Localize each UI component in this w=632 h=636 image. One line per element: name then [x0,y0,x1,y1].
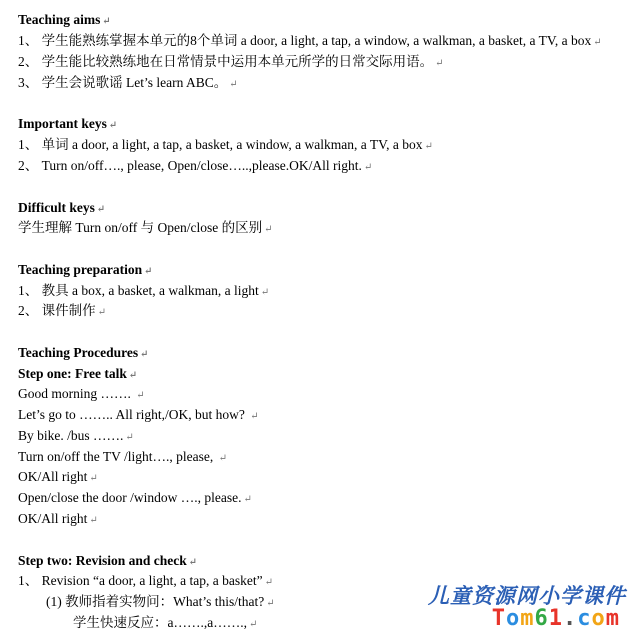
return-mark-icon: ↵ [218,453,228,464]
important-key-item-2: 2、 Turn on/off…., please, Open/close…..,please.OK/All right. ↵ [18,158,373,173]
return-mark-icon: ↵ [243,494,252,505]
dialogue-line: Let’s go to …….. All right,/OK, but how? ↵ [18,407,259,422]
important-key-item-1: 1、 单词 a door, a light, a tap, a basket, a window, a walkman, a TV, a box ↵ [18,137,433,152]
return-mark-icon: ↵ [128,370,138,381]
return-mark-icon: ↵ [363,162,373,173]
watermark-char: m [520,606,535,631]
heading-teaching-procedures: Teaching Procedures ↵ [18,345,149,360]
return-mark-icon: ↵ [229,79,238,90]
return-mark-icon: ↵ [264,224,273,235]
heading-teaching-preparation: Teaching preparation ↵ [18,262,153,277]
return-mark-icon: ↵ [89,515,98,526]
return-mark-icon: ↵ [248,619,258,630]
heading-important-keys: Important keys ↵ [18,116,118,131]
return-mark-icon: ↵ [435,58,444,69]
return-mark-icon: ↵ [136,390,145,401]
aim-item-3: 3、 学生会说歌谣 Let’s learn ABC。 ↵ [18,75,238,90]
dialogue-line: OK/All right ↵ [18,469,98,484]
difficult-key-item: 学生理解 Turn on/off 与 Open/close 的区别 ↵ [18,220,273,235]
return-mark-icon: ↵ [264,577,274,588]
aim-item-1: 1、 学生能熟练掌握本单元的8个单词 a door, a light, a tap, a window, a walkman, a basket, a TV, a box ↵ [18,33,602,48]
aim-item-2: 2、 学生能比较熟练地在日常情景中运用本单元所学的日常交际用语。 ↵ [18,54,444,69]
return-mark-icon: ↵ [424,141,433,152]
preparation-item-2: 2、 课件制作 ↵ [18,303,107,318]
watermark-title: 儿童资源网小学课件 [428,584,626,608]
return-mark-icon: ↵ [188,557,198,568]
return-mark-icon: ↵ [266,598,275,609]
heading-teaching-aims: Teaching aims ↵ [18,12,111,27]
return-mark-icon: ↵ [260,287,270,298]
revision-item-1: 1、 Revision “a door, a light, a tap, a basket” ↵ [18,573,274,588]
heading-step-one: Step one: Free talk ↵ [18,366,138,381]
watermark-char: m [605,606,620,631]
return-mark-icon: ↵ [140,349,149,360]
watermark-domain [492,606,620,631]
return-mark-icon: ↵ [102,16,111,27]
watermark-char: c [577,606,592,631]
dialogue-line: By bike. /bus ……. ↵ [18,428,134,443]
return-mark-icon: ↵ [108,120,118,131]
return-mark-icon: ↵ [144,266,153,277]
dialogue-line: OK/All right ↵ [18,511,98,526]
revision-subitem: (1) 教师指着实物问：What’s this/that? ↵ [46,594,275,609]
return-mark-icon: ↵ [89,473,98,484]
dialogue-line: Open/close the door /window …., please. ↵ [18,490,252,505]
watermark-char: . [563,606,578,631]
heading-step-two: Step two: Revision and check ↵ [18,553,198,568]
return-mark-icon: ↵ [96,204,106,215]
dialogue-line: Turn on/off the TV /light…., please, ↵ [18,449,228,464]
preparation-item-1: 1、 教具 a box, a basket, a walkman, a light ↵ [18,283,270,298]
heading-difficult-keys: Difficult keys ↵ [18,200,106,215]
revision-subitem-response: 学生快速反应：a…….,a……., ↵ [73,615,258,630]
watermark-char: o [506,606,521,631]
site-watermark-logo [430,580,626,632]
return-mark-icon: ↵ [125,432,134,443]
return-mark-icon: ↵ [250,411,259,422]
dialogue-line: Good morning ……. ↵ [18,386,145,401]
watermark-char: o [591,606,606,631]
watermark-char: 1 [548,606,563,631]
return-mark-icon: ↵ [97,307,107,318]
watermark-char: T [491,606,506,631]
watermark-char: 6 [534,606,549,631]
return-mark-icon: ↵ [593,37,602,48]
